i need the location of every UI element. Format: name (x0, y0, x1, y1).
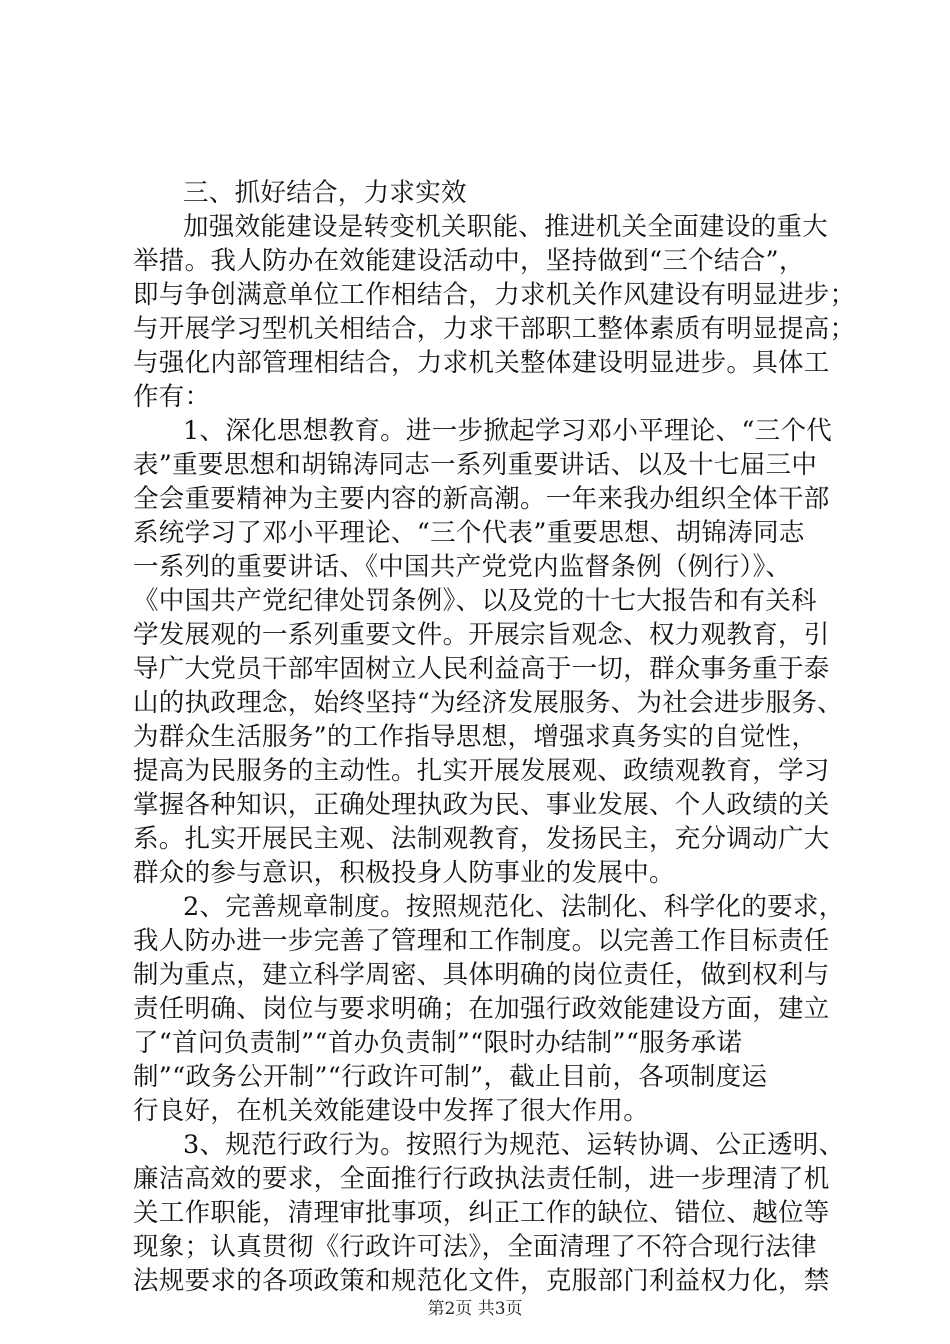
text-line: 1、深化思想教育。进一步掀起学习邓小平理论、“三个代 (183, 416, 833, 446)
text-line: 山的执政理念，始终坚持“为经济发展服务、为社会进步服务、 (133, 688, 843, 718)
text-line: 即与争创满意单位工作相结合，力求机关作风建设有明显进步； (133, 280, 856, 310)
text-line: 责任明确、岗位与要求明确；在加强行政效能建设方面，建立 (133, 994, 830, 1024)
text-line: 法规要求的各项政策和规范化文件，克服部门利益权力化，禁 (133, 1266, 830, 1296)
text-line: 系。扎实开展民主观、法制观教育，发扬民主，充分调动广大 (133, 824, 830, 854)
section-heading: 三、抓好结合，力求实效 (183, 178, 467, 208)
text-line: 学发展观的一系列重要文件。开展宗旨观念、权力观教育，引 (133, 620, 830, 650)
text-line: 掌握各种知识，正确处理执政为民、事业发展、个人政绩的关 (133, 790, 830, 820)
text-line: 与开展学习型机关相结合，力求干部职工整体素质有明显提高； (133, 314, 856, 344)
text-line: 制”“政务公开制”“行政许可制”，截止目前，各项制度运 (133, 1062, 768, 1092)
text-line: 我人防办进一步完善了管理和工作制度。以完善工作目标责任 (133, 926, 830, 956)
text-line: 2、完善规章制度。按照规范化、法制化、科学化的要求， (183, 892, 845, 922)
text-line: 一系列的重要讲话、《中国共产党党内监督条例（例行）》、 (133, 552, 792, 582)
text-line: 作有： (133, 382, 211, 412)
text-line: 系统学习了邓小平理论、“三个代表”重要思想、胡锦涛同志 (133, 518, 805, 548)
text-line: 了“首问负责制”“首办负责制”“限时办结制”“服务承诺 (133, 1028, 743, 1058)
text-line: 提高为民服务的主动性。扎实开展发展观、政绩观教育，学习 (133, 756, 830, 786)
text-line: 举措。我人防办在效能建设活动中，坚持做到“三个结合”， (133, 246, 805, 276)
text-line: 全会重要精神为主要内容的新高潮。一年来我办组织全体干部 (133, 484, 830, 514)
text-line: 加强效能建设是转变机关职能、推进机关全面建设的重大 (183, 212, 829, 242)
text-line: 行良好，在机关效能建设中发挥了很大作用。 (133, 1096, 650, 1126)
text-line: 现象；认真贯彻《行政许可法》，全面清理了不符合现行法律 (133, 1232, 817, 1262)
text-line: 群众的参与意识，积极投身人防事业的发展中。 (133, 858, 675, 888)
text-line: 导广大党员干部牢固树立人民利益高于一切，群众事务重于泰 (133, 654, 830, 684)
text-line: 制为重点，建立科学周密、具体明确的岗位责任，做到权利与 (133, 960, 830, 990)
page-footer: 第2页 共3页 (427, 1299, 523, 1319)
text-line: 《中国共产党纪律处罚条例》、以及党的十七大报告和有关科 (133, 586, 817, 616)
text-line: 3、规范行政行为。按照行为规范、运转协调、公正透明、 (183, 1130, 845, 1160)
text-line: 为群众生活服务”的工作指导思想，增强求真务实的自觉性， (133, 722, 818, 752)
text-line: 关工作职能，清理审批事项，纠正工作的缺位、错位、越位等 (133, 1198, 830, 1228)
text-line: 表”重要思想和胡锦涛同志一系列重要讲话、以及十七届三中 (133, 450, 818, 480)
text-line: 与强化内部管理相结合，力求机关整体建设明显进步。具体工 (133, 348, 830, 378)
text-line: 廉洁高效的要求，全面推行行政执法责任制，进一步理清了机 (133, 1164, 830, 1194)
